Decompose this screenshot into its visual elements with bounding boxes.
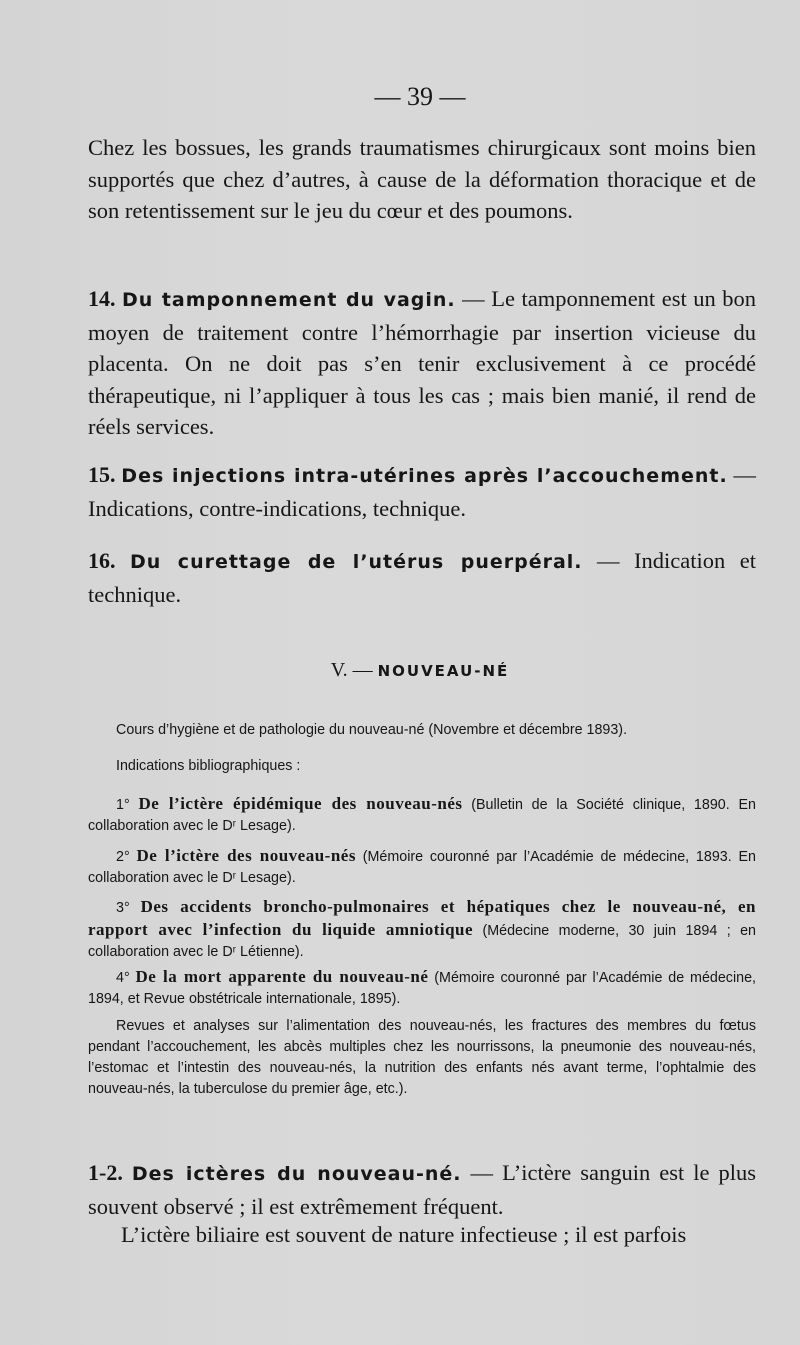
- biblio-item-3-title: Des accidents broncho-pulmonaires et hépatiques chez le nouveau-né, en rapport avec l’infection du liquide amniotique: [88, 897, 756, 939]
- section-title: NOUVEAU-NÉ: [377, 662, 510, 680]
- biblio-item-2: [88, 845, 756, 889]
- biblio-item-4-text: (Mémoire couronné par l’Académie de médecine, 1894, et Revue obstétricale internationale, 1895).: [88, 970, 756, 1007]
- biblio-item-1-title: De l’ictère épidémique des nouveau-nés: [138, 794, 463, 813]
- item-15: [88, 459, 756, 524]
- item-14-number: 14.: [88, 286, 116, 311]
- page-number: — 39 —: [374, 82, 466, 111]
- item-16-number: 16.: [88, 548, 116, 573]
- biblio-item-4-title: De la mort apparente du nouveau-né: [135, 967, 429, 986]
- item-15-number: 15.: [88, 462, 116, 487]
- item-1-2-title: Des ictères du nouveau-né.: [131, 1163, 462, 1185]
- item-15-title: Des injections intra-utérines après l’accouchement.: [121, 465, 728, 487]
- biblio-item-1: [88, 793, 756, 837]
- section-heading: [0, 659, 800, 682]
- item-14-text: — Le tamponnement est un bon moyen de traitement contre l’hémorrhagie par insertion vicieuse du placenta. On ne doit pas s’en tenir exclusivement à ce procédé thérapeutique, ni l’appliquer à tous les cas ; mais bien manié, il rend de réels services.: [88, 286, 756, 439]
- item-16: [88, 545, 756, 610]
- course-line: Cours d’hygiène et de pathologie du nouveau-né (Novembre et décembre 1893).: [116, 722, 628, 738]
- section-prefix: V. —: [330, 659, 378, 681]
- biblio-item-3-number: 3°: [116, 900, 130, 916]
- biblio-item-2-text: (Mémoire couronné par l’Académie de médecine, 1893. En collaboration avec le Dʳ Lesage).: [88, 849, 756, 886]
- item-14-title: Du tamponnement du vagin.: [122, 289, 456, 311]
- biblio-item-2-number: 2°: [116, 849, 130, 865]
- reviews-paragraph: Revues et analyses sur l’alimentation des nouveau-nés, les fractures des membres du fœtus pendant l’accouchement, les abcès multiples chez les nourrissons, la pneumonie des nouveau-nés, l’estomac et l’intestin des nouveau-nés, la nutrition des enfants nés avant terme, l’ophtalmie des nouveau-nés, la tuberculose du premier âge, etc.).: [88, 1018, 756, 1097]
- biblio-item-4-number: 4°: [116, 970, 130, 986]
- paragraph-bossues: Chez les bossues, les grands traumatismes chirurgicaux sont moins bien supportés que chez d’autres, à cause de la déformation thoracique et de son retentissement sur le jeu du cœur et des poumons.: [88, 135, 756, 223]
- biblio-item-3: [88, 896, 756, 963]
- paragraph-ictere-biliaire: L’ictère biliaire est souvent de nature infectieuse ; il est parfois: [121, 1222, 687, 1247]
- item-15-text: — Indications, contre-indications, technique.: [88, 462, 756, 521]
- item-16-title: Du curettage de l’utérus puerpéral.: [130, 551, 583, 573]
- item-16-text: — Indication et technique.: [88, 548, 757, 607]
- item-14: [88, 283, 756, 443]
- item-1-2-number: 1-2.: [88, 1160, 123, 1185]
- biblio-item-1-number: 1°: [116, 797, 130, 813]
- biblio-item-2-title: De l’ictère des nouveau-nés: [136, 846, 356, 865]
- biblio-item-1-text: (Bulletin de la Société clinique, 1890. En collaboration avec le Dʳ Lesage).: [88, 797, 756, 834]
- item-1-2-text: — L’ictère sanguin est le plus souvent observé ; il est extrêmement fréquent.: [88, 1160, 757, 1219]
- biblio-label: Indications bibliographiques :: [116, 758, 301, 774]
- biblio-item-4: [88, 966, 756, 1010]
- item-1-2: [88, 1157, 756, 1222]
- biblio-item-3-text: (Médecine moderne, 30 juin 1894 ; en collaboration avec le Dʳ Létienne).: [88, 923, 756, 960]
